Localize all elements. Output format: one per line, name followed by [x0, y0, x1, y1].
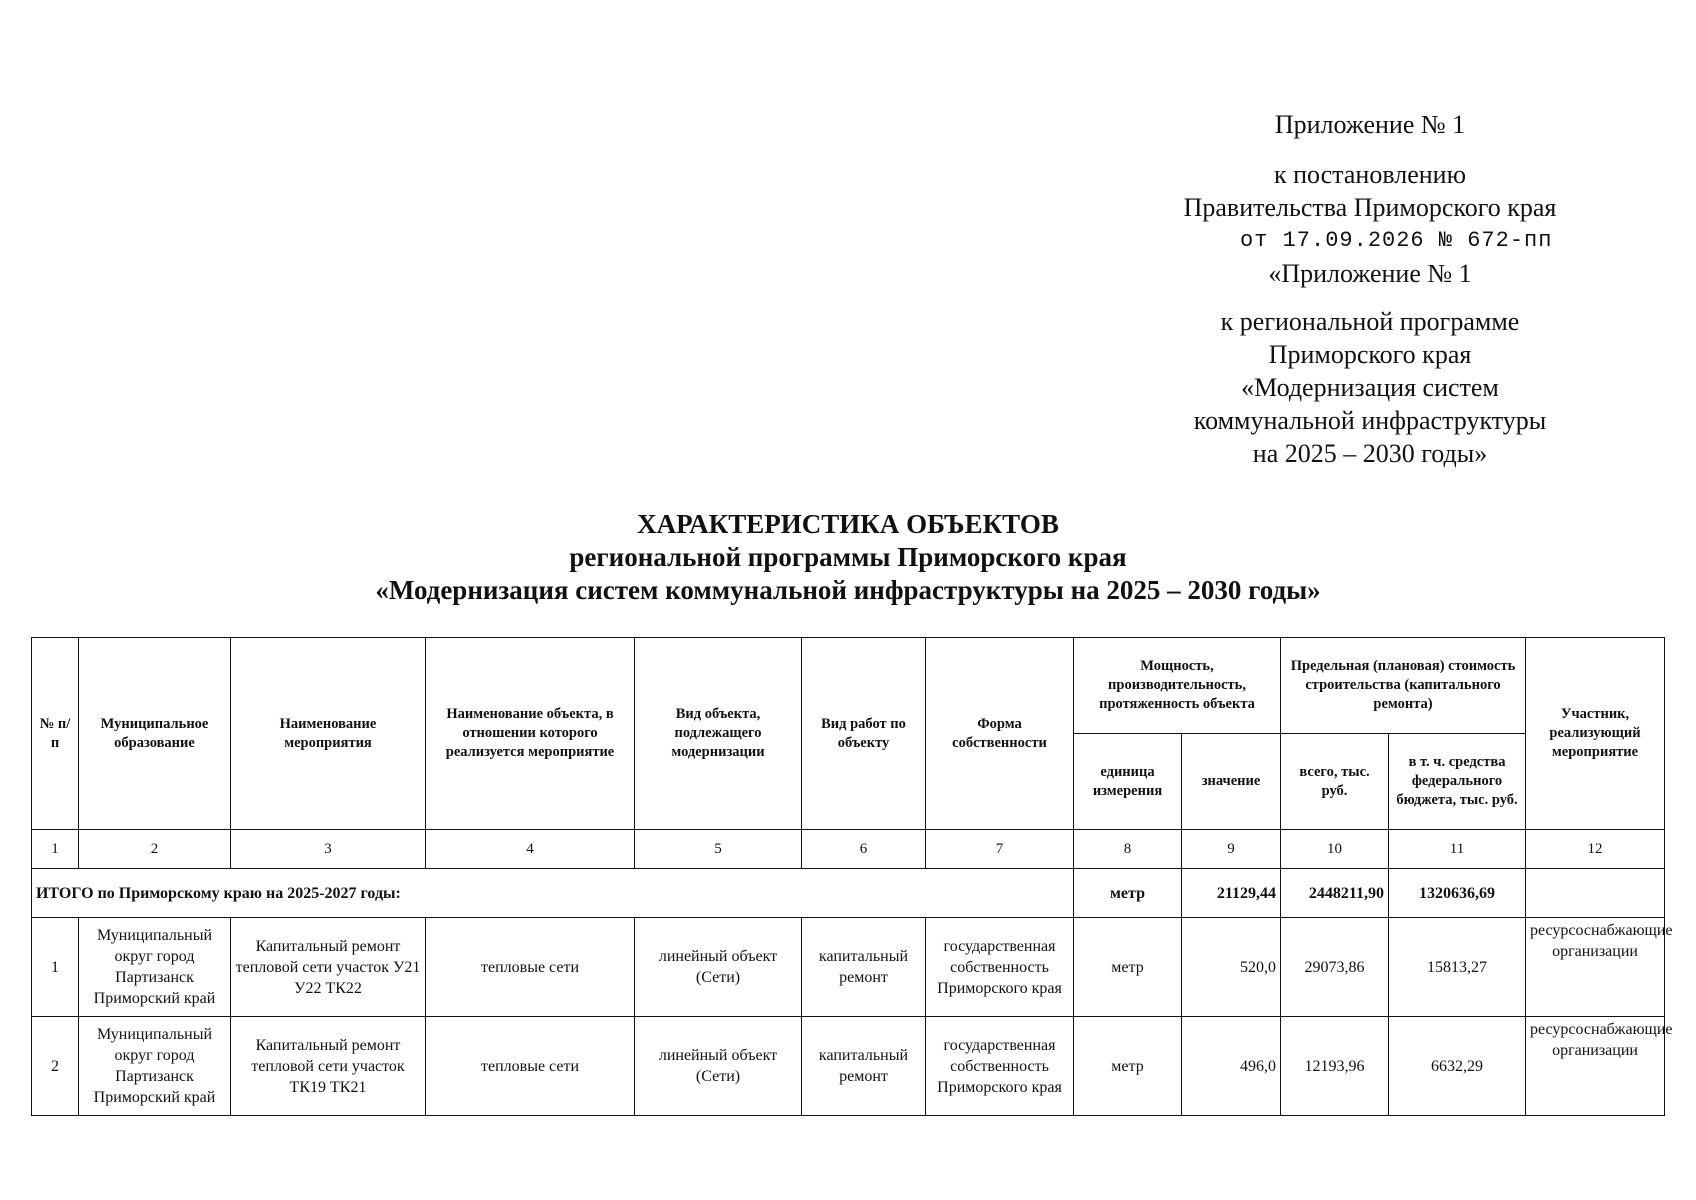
row-object-name: тепловые сети — [426, 1017, 635, 1116]
annex-header — [1090, 108, 1650, 470]
objects-table — [31, 637, 1673, 1116]
row-unit: метр — [1074, 918, 1182, 1017]
header-cost-total: всего, тыс. руб. — [1281, 734, 1389, 830]
row-municipality: Муниципальный округ город Партизанск Приморский край — [79, 1017, 231, 1116]
row-object-name: тепловые сети — [426, 918, 635, 1017]
header-cost-federal: в т. ч. средства федерального бюджета, тыс. руб. — [1389, 734, 1526, 830]
total-cost-total: 2448211,90 — [1281, 869, 1389, 918]
column-number: 8 — [1074, 830, 1182, 869]
row-measure: Капитальный ремонт тепловой сети участок У21 У22 ТК22 — [231, 918, 426, 1017]
row-municipality: Муниципальный округ город Партизанск Приморский край — [79, 918, 231, 1017]
row-participant: ресурсоснабжающие организации — [1526, 1017, 1665, 1116]
title-line-3: «Модернизация систем коммунальной инфраструктуры на 2025 – 2030 годы» — [375, 575, 1321, 605]
header-unit: единица измерения — [1074, 734, 1182, 830]
annex-program-line: на 2025 – 2030 годы» — [1252, 439, 1488, 468]
row-unit: метр — [1074, 1017, 1182, 1116]
annex-program-line: «Модернизация систем — [1241, 373, 1499, 402]
row-num: 1 — [32, 918, 79, 1017]
annex-government: Правительства Приморского края — [1183, 193, 1557, 222]
annex-title: Приложение № 1 — [1274, 110, 1466, 139]
header-object-name: Наименование объекта, в отношении которого реализуется мероприятие — [426, 638, 635, 830]
annex-to-decree: к постановлению — [1273, 160, 1467, 189]
annex-program-line: коммунальной инфраструктуры — [1193, 406, 1547, 435]
row-num: 2 — [32, 1017, 79, 1116]
table-row — [32, 1017, 1665, 1116]
header-num: № п/п — [32, 638, 79, 830]
row-cost-total: 29073,86 — [1281, 918, 1389, 1017]
header-work-type: Вид работ по объекту — [802, 638, 926, 830]
row-measure: Капитальный ремонт тепловой сети участок ТК19 ТК21 — [231, 1017, 426, 1116]
header-capacity: Мощность, производительность, протяженность объекта — [1074, 638, 1281, 734]
row-cost-federal: 6632,29 — [1389, 1017, 1526, 1116]
column-number: 10 — [1281, 830, 1389, 869]
header-object-type: Вид объекта, подлежащего модернизации — [635, 638, 802, 830]
row-object-type: линейный объект (Сети) — [635, 1017, 802, 1116]
row-object-type: линейный объект (Сети) — [635, 918, 802, 1017]
column-number: 2 — [79, 830, 231, 869]
total-participant — [1526, 869, 1665, 918]
total-label: ИТОГО по Приморскому краю на 2025-2027 годы: — [32, 869, 1074, 918]
total-row — [32, 869, 1665, 918]
column-number: 7 — [926, 830, 1074, 869]
column-number: 6 — [802, 830, 926, 869]
title-line-1: ХАРАКТЕРИСТИКА ОБЪЕКТОВ — [637, 509, 1059, 539]
total-cost-federal: 1320636,69 — [1389, 869, 1526, 918]
row-ownership: государственная собственность Приморского края — [926, 918, 1074, 1017]
row-cost-federal: 15813,27 — [1389, 918, 1526, 1017]
header-value: значение — [1182, 734, 1281, 830]
table-row — [32, 918, 1665, 1017]
column-number: 3 — [231, 830, 426, 869]
column-number: 12 — [1526, 830, 1665, 869]
column-number: 11 — [1389, 830, 1526, 869]
column-number: 1 — [32, 830, 79, 869]
row-cost-total: 12193,96 — [1281, 1017, 1389, 1116]
total-unit: метр — [1074, 869, 1182, 918]
row-value: 520,0 — [1182, 918, 1281, 1017]
annex-program-line: Приморского края — [1268, 340, 1472, 369]
header-measure: Наименование мероприятия — [231, 638, 426, 830]
annex-order: от 17.09.2026 № 672-пп — [1240, 228, 1553, 253]
document-title — [0, 508, 1696, 607]
row-value: 496,0 — [1182, 1017, 1281, 1116]
annex-program-line: к региональной программе — [1220, 307, 1520, 336]
column-number: 4 — [426, 830, 635, 869]
column-numbers-row — [32, 830, 1665, 869]
header-municipality: Муниципальное образование — [79, 638, 231, 830]
row-ownership: государственная собственность Приморского края — [926, 1017, 1074, 1116]
annex-quote-title: «Приложение № 1 — [1268, 259, 1472, 288]
header-ownership: Форма собственности — [926, 638, 1074, 830]
row-participant: ресурсоснабжающие организации — [1526, 918, 1665, 1017]
header-participant: Участник, реализующий мероприятие — [1526, 638, 1665, 830]
column-number: 9 — [1182, 830, 1281, 869]
total-value: 21129,44 — [1182, 869, 1281, 918]
column-number: 5 — [635, 830, 802, 869]
header-cost: Предельная (плановая) стоимость строительства (капитального ремонта) — [1281, 638, 1526, 734]
row-work-type: капитальный ремонт — [802, 1017, 926, 1116]
row-work-type: капитальный ремонт — [802, 918, 926, 1017]
title-line-2: региональной программы Приморского края — [569, 542, 1127, 572]
